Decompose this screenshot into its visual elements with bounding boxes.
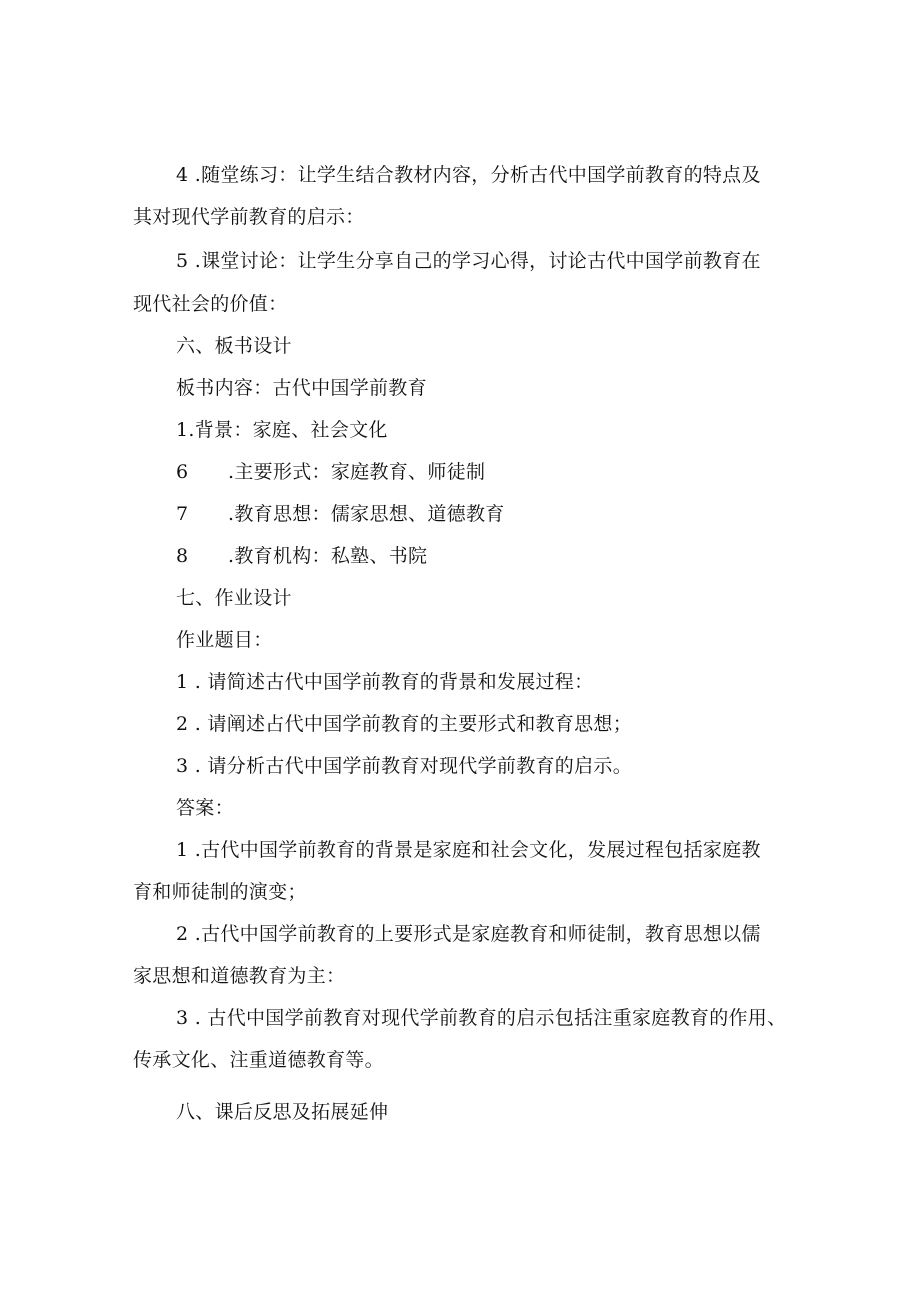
board-item-6 <box>176 460 485 484</box>
paragraph-4-line-2: 其对现代学前教育的启示： <box>133 206 365 228</box>
answer-3-line-1: 3 . 古代中国学前教育对现代学前教育的启示包括注重家庭教育的作用、 <box>176 1007 787 1029</box>
paragraph-5-line-1: 5 .课堂讨论：让学生分享自己的学习心得，讨论古代中国学前教育在 <box>176 250 761 272</box>
board-item-8-number: 8 <box>176 545 189 567</box>
board-item-8-text: .教育机构：私塾、书院 <box>228 545 428 567</box>
homework-title: 作业题目： <box>176 629 273 651</box>
board-item-8 <box>176 544 427 568</box>
board-item-7-number: 7 <box>176 503 189 525</box>
paragraph-5-line-2: 现代社会的价值： <box>133 293 288 315</box>
answer-3-line-2: 传承文化、注重道德教育等。 <box>133 1049 384 1071</box>
board-item-1: 1.背景：家庭、社会文化 <box>176 419 388 441</box>
board-item-6-number: 6 <box>176 461 189 483</box>
board-item-6-text: .主要形式：家庭教育、师徒制 <box>228 461 486 483</box>
section-heading-8: 八、课后反思及拓展延伸 <box>176 1101 389 1123</box>
answer-2-line-2: 家思想和道德教育为主： <box>133 965 346 987</box>
section-heading-7: 七、作业设计 <box>176 587 292 609</box>
answer-1-line-2: 育和师徒制的演变； <box>133 881 307 903</box>
section-heading-6: 六、板书设计 <box>176 335 292 357</box>
homework-question-1: 1 . 请简述古代中国学前教育的背景和发展过程： <box>176 671 594 693</box>
homework-question-2: 2 . 请阐述占代中国学前教育的主要形式和教育思想； <box>176 713 633 735</box>
answer-1-line-1: 1 .古代中国学前教育的背景是家庭和社会文化，发展过程包括家庭教 <box>176 839 761 861</box>
answer-2-line-1: 2 .古代中国学前教育的上要形式是家庭教育和师徒制，教育思想以儒 <box>176 923 761 945</box>
board-item-7-text: .教育思想：儒家思想、道德教育 <box>228 503 505 525</box>
homework-question-3: 3 . 请分析古代中国学前教育对现代学前教育的启示。 <box>176 755 633 777</box>
answer-title: 答案： <box>176 797 234 819</box>
board-content-line: 板书内容：古代中国学前教育 <box>176 377 427 399</box>
paragraph-4-line-1: 4 .随堂练习：让学生结合教材内容，分析古代中国学前教育的特点及 <box>176 164 761 186</box>
board-item-7 <box>176 502 505 526</box>
